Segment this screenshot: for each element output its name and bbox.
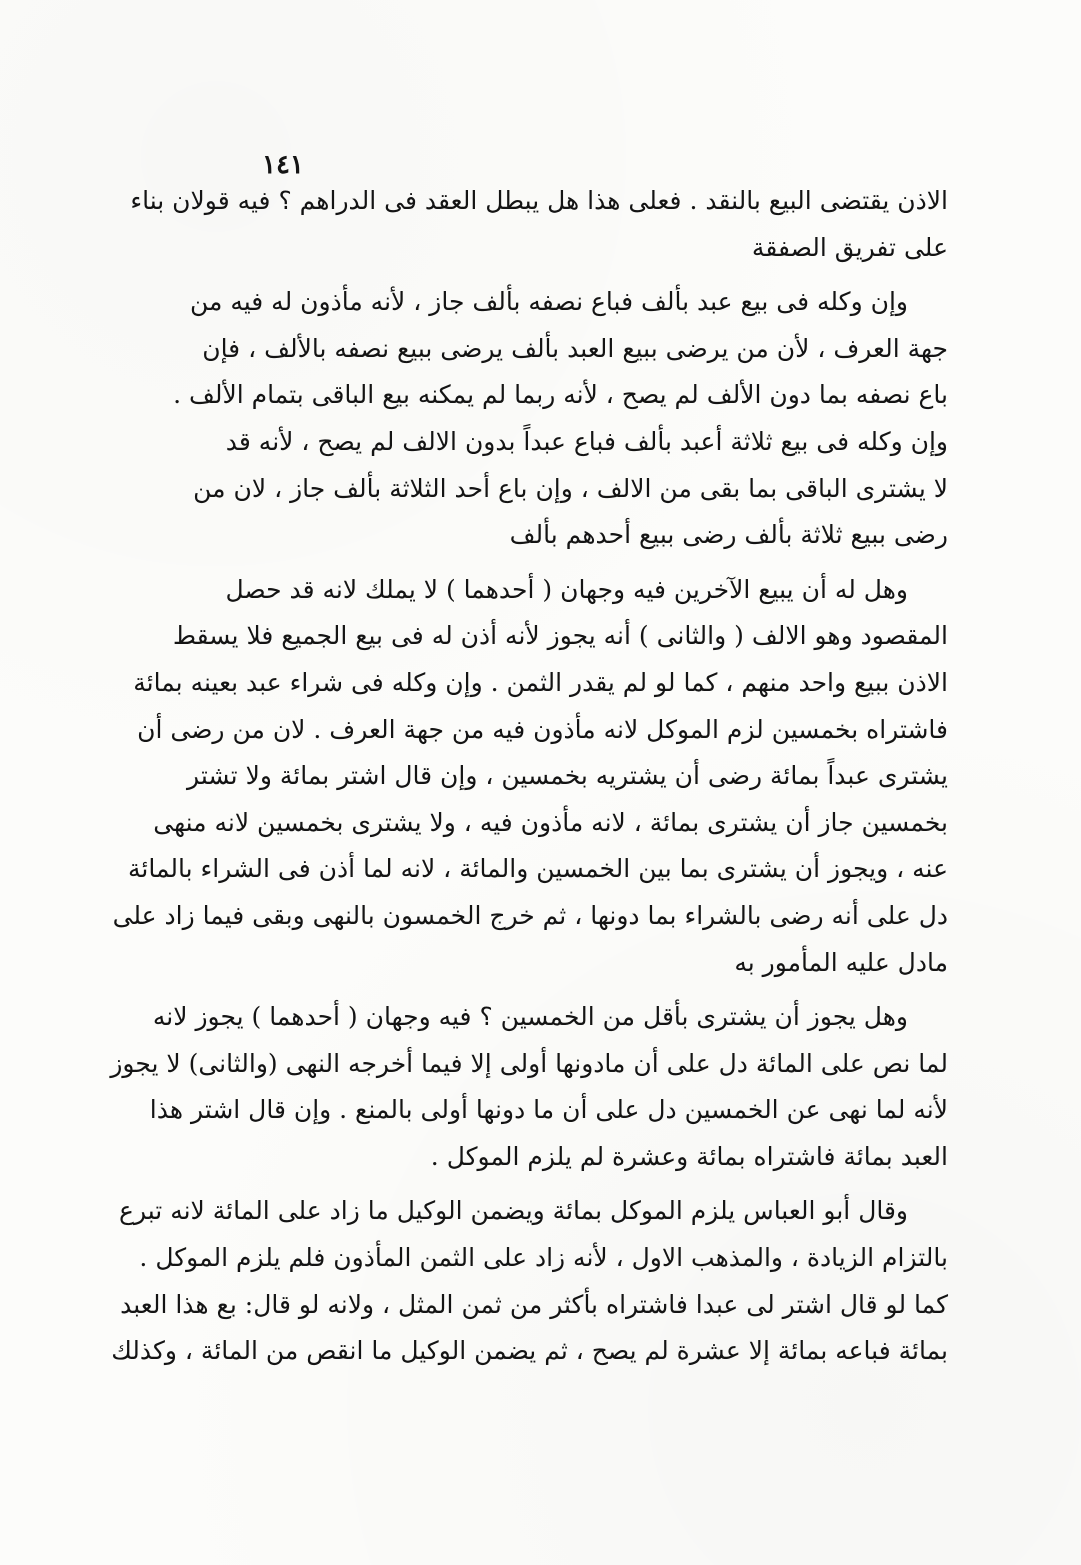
paragraph-gap xyxy=(228,271,948,279)
text-line: فاشتراه بخمسين لزم الموكل لانه مأذون فيه من جهة العرف . لان من رضى أن xyxy=(137,714,948,744)
text-line: وهل له أن يبيع الآخرين فيه وجهان ( أحدهما ) لا يملك لانه قد حصل xyxy=(225,574,908,604)
text-line: بمائة فباعه بمائة إلا عشرة لم يصح ، ثم يضمن الوكيل ما انقص من المائة ، وكذلك xyxy=(111,1336,948,1366)
text-line: دل على أنه رضى بالشراء بما دونها ، ثم خرج الخمسون بالنهى وبقى فيما زاد على xyxy=(112,900,948,930)
text-line: وإن وكله فى بيع عبد بألف فباع نصفه بألف جاز ، لأنه مأذون له فيه من xyxy=(189,287,908,317)
text-line: وإن وكله فى بيع ثلاثة أعبد بألف فباع عبداً بدون الالف لم يصح ، لأنه قد xyxy=(225,426,948,456)
paragraph-gap xyxy=(228,1180,948,1188)
text-line: باع نصفه بما دون الألف لم يصح ، لأنه ربما لم يمكنه بيع الباقى بتمام الألف . xyxy=(173,380,948,410)
text-line: عنه ، ويجوز أن يشترى بما بين الخمسين والمائة ، لانه لما أذن فى الشراء بالمائة xyxy=(127,854,948,884)
text-line: كما لو قال اشتر لى عبدا فاشتراه بأكثر من ثمن المثل ، ولانه لو قال: بع هذا العبد xyxy=(120,1289,948,1319)
text-line: بخمسين جاز أن يشترى بمائة ، لانه مأذون فيه ، ولا يشترى بخمسين لانه منهى xyxy=(153,807,948,837)
body-text xyxy=(110,178,948,1375)
paragraph-gap xyxy=(228,986,948,994)
page-number: ١٤١ xyxy=(262,150,304,180)
text-line: مادل عليه المأمور به xyxy=(734,947,948,977)
text-line: بالتزام الزيادة ، والمذهب الاول ، لأنه زاد على الثمن المأذون فلم يلزم الموكل . xyxy=(139,1243,948,1273)
text-line: لا يشترى الباقى بما بقى من الالف ، وإن باع أحد الثلاثة بألف جاز ، لان من xyxy=(193,473,948,503)
text-line: جهة العرف ، لأن من يرضى ببيع العبد بألف يرضى ببيع نصفه بالألف ، فإن xyxy=(202,333,948,363)
text-line: لأنه لما نهى عن الخمسين دل على أن ما دونها أولى بالمنع . وإن قال اشتر هذا xyxy=(149,1095,948,1125)
text-line: المقصود وهو الالف ( والثانى ) أنه يجوز لأنه أذن له فى بيع الجميع فلا يسقط xyxy=(172,621,948,651)
text-line: لما نص على المائة دل على أن مادونها أولى إلا فيما أخرجه النهى (والثانى) لا يجوز xyxy=(110,1048,948,1078)
text-line: يشترى عبداً بمائة رضى أن يشتريه بخمسين ، وإن قال اشتر بمائة ولا تشتر xyxy=(187,761,948,791)
text-line: وهل يجوز أن يشترى بأقل من الخمسين ؟ فيه وجهان ( أحدهما ) يجوز لانه xyxy=(152,1002,908,1032)
text-line: الاذن ببيع واحد منهم ، كما لو لم يقدر الثمن . وإن وكله فى شراء عبد بعينه بمائة xyxy=(133,667,948,697)
text-line: العبد بمائة فاشتراه بمائة وعشرة لم يلزم الموكل . xyxy=(430,1141,948,1171)
text-line: رضى ببيع ثلاثة بألف رضى ببيع أحدهم بألف xyxy=(509,520,948,550)
paragraph-gap xyxy=(228,559,948,567)
text-line: على تفريق الصفقة xyxy=(751,232,948,262)
text-line: الاذن يقتضى البيع بالنقد . فعلى هذا هل يبطل العقد فى الدراهم ؟ فيه قولان بناء xyxy=(130,186,948,215)
text-line: وقال أبو العباس يلزم الموكل بمائة ويضمن الوكيل ما زاد على المائة لانه تبرع xyxy=(119,1196,908,1226)
